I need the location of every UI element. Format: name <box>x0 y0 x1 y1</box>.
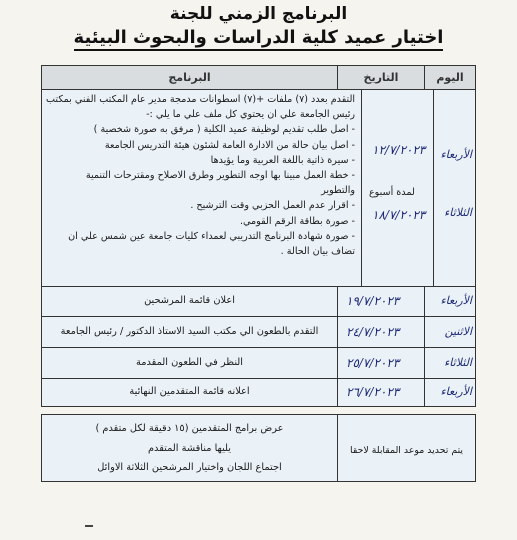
program-cell <box>42 348 337 378</box>
day-cell <box>433 90 475 286</box>
day-handwritten: الثلاثاء <box>444 206 472 219</box>
program-line: - خطة العمل مبينا بها اوجه التطوير وطرق الاصلاح ومقترحات التنمية <box>85 170 356 182</box>
document-subtitle-text: اختيار عميد كلية الدراسات والبحوث البيئية <box>74 27 444 51</box>
final-program-cell <box>42 415 337 481</box>
date-handwritten: ٢٦/٧/٢٠٢٣ <box>346 385 400 399</box>
table-row <box>42 379 475 406</box>
date-handwritten: ٢٥/٧/٢٠٢٣ <box>346 356 400 370</box>
header-date: التاريخ <box>337 66 424 89</box>
header-program: البرنامج <box>42 66 337 89</box>
day-cell <box>424 379 475 406</box>
final-date-cell <box>337 415 475 481</box>
program-cell <box>42 379 337 406</box>
day-cell <box>424 317 475 347</box>
day-cell <box>424 287 475 316</box>
program-text: اعلانه قائمة المتقدمين النهائية <box>129 386 250 397</box>
program-line: - صورة بطاقة الرقم القومي. <box>239 215 356 227</box>
document-title: البرنامج الزمني للجنة <box>169 4 348 24</box>
day-handwritten: الثلاثاء <box>444 356 472 369</box>
program-cell <box>42 90 361 286</box>
program-text: التقدم بالطعون الي مكتب السيد الاستاذ الدكتور / رئيس الجامعة <box>60 326 319 337</box>
final-program-line: يليها مناقشة المتقدم <box>147 443 231 454</box>
final-date-note: يتم تحديد موعد المقابلة لاحقا <box>349 445 464 456</box>
date-handwritten: ٢٤/٧/٢٠٢٣ <box>346 325 400 339</box>
date-cell <box>337 348 424 378</box>
program-line: رئيس الجامعة علي ان يحتوي كل ملف علي ما يلي :- <box>146 109 356 121</box>
day-handwritten: الأربعاء <box>440 294 472 307</box>
table-row <box>42 348 475 379</box>
program-line: - اقرار عدم العمل الحزبي وقت الترشيح . <box>190 200 356 212</box>
day-handwritten: الأربعاء <box>440 148 472 161</box>
date-cell <box>361 90 433 286</box>
schedule-table <box>41 65 476 407</box>
date-cell <box>337 287 424 316</box>
program-cell <box>42 317 337 347</box>
program-line: - اصل طلب تقديم لوظيفة عميد الكلية ( مرفق به صورة شخصية ) <box>93 124 356 136</box>
program-line: تضاف بيان الحالة . <box>280 246 356 258</box>
document-subtitle <box>0 27 517 48</box>
date-handwritten: ١٨/٧/٢٠٢٣ <box>372 208 426 222</box>
final-program-line: اجتماع اللجان واختيار المرشحين الثلاثة الاوائل <box>97 462 282 473</box>
program-line: - اصل بيان حالة من الادارة العامة لشئون هيئة التدريس الجامعة <box>104 139 356 151</box>
date-cell <box>337 317 424 347</box>
program-line: - سيرة ذاتية باللغة العربية وما يؤيدها <box>210 154 356 166</box>
program-text: النظر في الطعون المقدمة <box>136 357 243 368</box>
day-handwritten: الاثنين <box>444 325 472 338</box>
date-handwritten: ١٢/٧/٢٠٢٣ <box>372 143 426 157</box>
program-cell <box>42 287 337 316</box>
final-program-line: عرض برامج المتقدمين (١٥ دقيقة لكل متقدم ) <box>95 423 284 434</box>
table-row <box>42 287 475 317</box>
day-cell <box>424 348 475 378</box>
program-line: - صورة شهادة البرنامج التدريبي لعمداء كليات جامعة عين شمس علي ان <box>68 230 356 242</box>
final-stage-box <box>41 414 476 482</box>
header-day: اليوم <box>424 66 475 89</box>
table-row <box>42 317 475 348</box>
program-line: والتطوير <box>321 185 356 197</box>
program-line: التقدم بعدد (٧) ملفات +(٧) اسطوانات مدمجة مدير عام المكتب الفني بمكتب <box>46 94 356 105</box>
day-handwritten: الأربعاء <box>440 385 472 398</box>
stray-mark <box>85 525 93 527</box>
table-header-row <box>42 66 475 90</box>
date-handwritten: ١٩/٧/٢٠٢٣ <box>346 294 400 308</box>
program-text: اعلان قائمة المرشحين <box>144 295 235 306</box>
table-row <box>42 90 475 287</box>
date-cell <box>337 379 424 406</box>
date-duration: لمدة أسبوع <box>368 187 415 198</box>
